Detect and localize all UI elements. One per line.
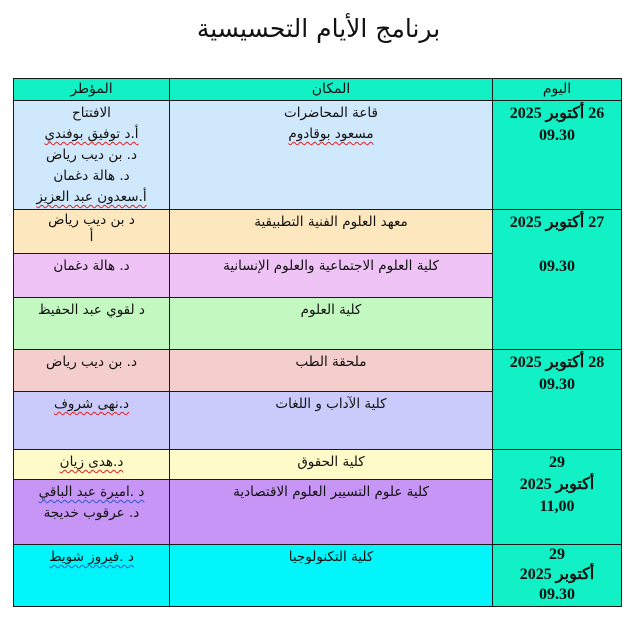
- supervisor-line: د.هدى زيان: [59, 454, 124, 470]
- place-line: كلية العلوم الاجتماعية والعلوم الإنسانية: [223, 258, 439, 274]
- place-line: معهد العلوم الفنية التطبيقية: [254, 214, 408, 230]
- place-line: ملحقة الطب: [295, 354, 367, 370]
- supervisor-line: أ.د توفيق بوفندي: [44, 126, 139, 142]
- supervisor-line: د .فيروز شويط: [49, 549, 134, 565]
- day-cell: [492, 349, 622, 450]
- day-time: 09.30: [539, 127, 575, 144]
- day-time: 09.30: [539, 586, 575, 603]
- day-month-year: أكتوبر 2025: [519, 476, 595, 493]
- supervisor-cell: [13, 544, 170, 607]
- place-line: كلية الحقوق: [297, 454, 365, 470]
- day-date: 28 أكتوبر 2025: [509, 354, 605, 371]
- supervisor-cell: [13, 100, 170, 210]
- supervisor-cell: [13, 209, 170, 254]
- day-cell: [492, 209, 622, 350]
- place-line: كلية علوم التسيير العلوم الاقتصادية: [233, 484, 429, 500]
- day-time: 11,00: [539, 498, 575, 515]
- day-cell: [492, 544, 622, 607]
- day-date: 27 أكتوبر 2025: [509, 214, 605, 231]
- supervisor-line: د بن ديب رياض: [48, 212, 135, 228]
- supervisor-line: د. عرقوب خديجة: [43, 505, 140, 521]
- supervisor-line: الافتتاح: [72, 105, 111, 121]
- place-line: مسعود بوقادوم: [288, 126, 374, 142]
- place-cell: [169, 100, 493, 210]
- day-month-year: أكتوبر 2025: [519, 566, 595, 583]
- day-time: 09.30: [539, 258, 575, 275]
- header-day: اليوم: [492, 78, 622, 101]
- day-date: 29: [549, 546, 565, 563]
- page-title: برنامج الأيام التحسيسية: [196, 14, 441, 43]
- supervisor-cell: [13, 349, 170, 392]
- day-time: 09.30: [539, 376, 575, 393]
- place-cell: [169, 349, 493, 392]
- place-cell: [169, 297, 493, 350]
- place-line: كلية التكنولوجيا: [288, 549, 374, 565]
- place-line: قاعة المحاضرات: [283, 105, 379, 121]
- supervisor-cell: [13, 479, 170, 545]
- supervisor-line: أ.سعدون عبد العزيز: [36, 189, 147, 205]
- supervisor-line: د. هالة دغمان: [53, 258, 130, 274]
- day-cell: [492, 449, 622, 545]
- supervisor-line: د.نهى شروف: [53, 396, 130, 412]
- supervisor-line: د. بن ديب رياض: [46, 354, 137, 370]
- header-place: المكان: [169, 78, 493, 101]
- place-line: كلية الآداب و اللغات: [275, 396, 387, 412]
- day-date: 26 أكتوبر 2025: [509, 105, 605, 122]
- supervisor-line: د لقوي عبد الحفيظ: [38, 302, 145, 318]
- supervisor-line: د. هالة دغمان: [53, 168, 130, 184]
- day-date: 29: [549, 454, 565, 471]
- supervisor-cell: [13, 391, 170, 450]
- supervisor-cell: [13, 253, 170, 298]
- place-cell: [169, 253, 493, 298]
- day-cell: [492, 100, 622, 210]
- supervisor-line: أ: [89, 229, 94, 245]
- supervisor-cell: [13, 449, 170, 480]
- supervisor-line: د. بن ديب رياض: [46, 147, 137, 163]
- day-spacer: [493, 234, 621, 256]
- supervisor-line: د .اميرة عبد الباقي: [38, 484, 145, 500]
- place-cell: [169, 391, 493, 450]
- schedule-table: [13, 78, 622, 607]
- place-cell: [169, 544, 493, 607]
- place-cell: [169, 479, 493, 545]
- place-cell: [169, 449, 493, 480]
- place-cell: [169, 209, 493, 254]
- supervisor-cell: [13, 297, 170, 350]
- place-line: كلية العلوم: [300, 302, 362, 318]
- header-supervisor: المؤطر: [13, 78, 170, 101]
